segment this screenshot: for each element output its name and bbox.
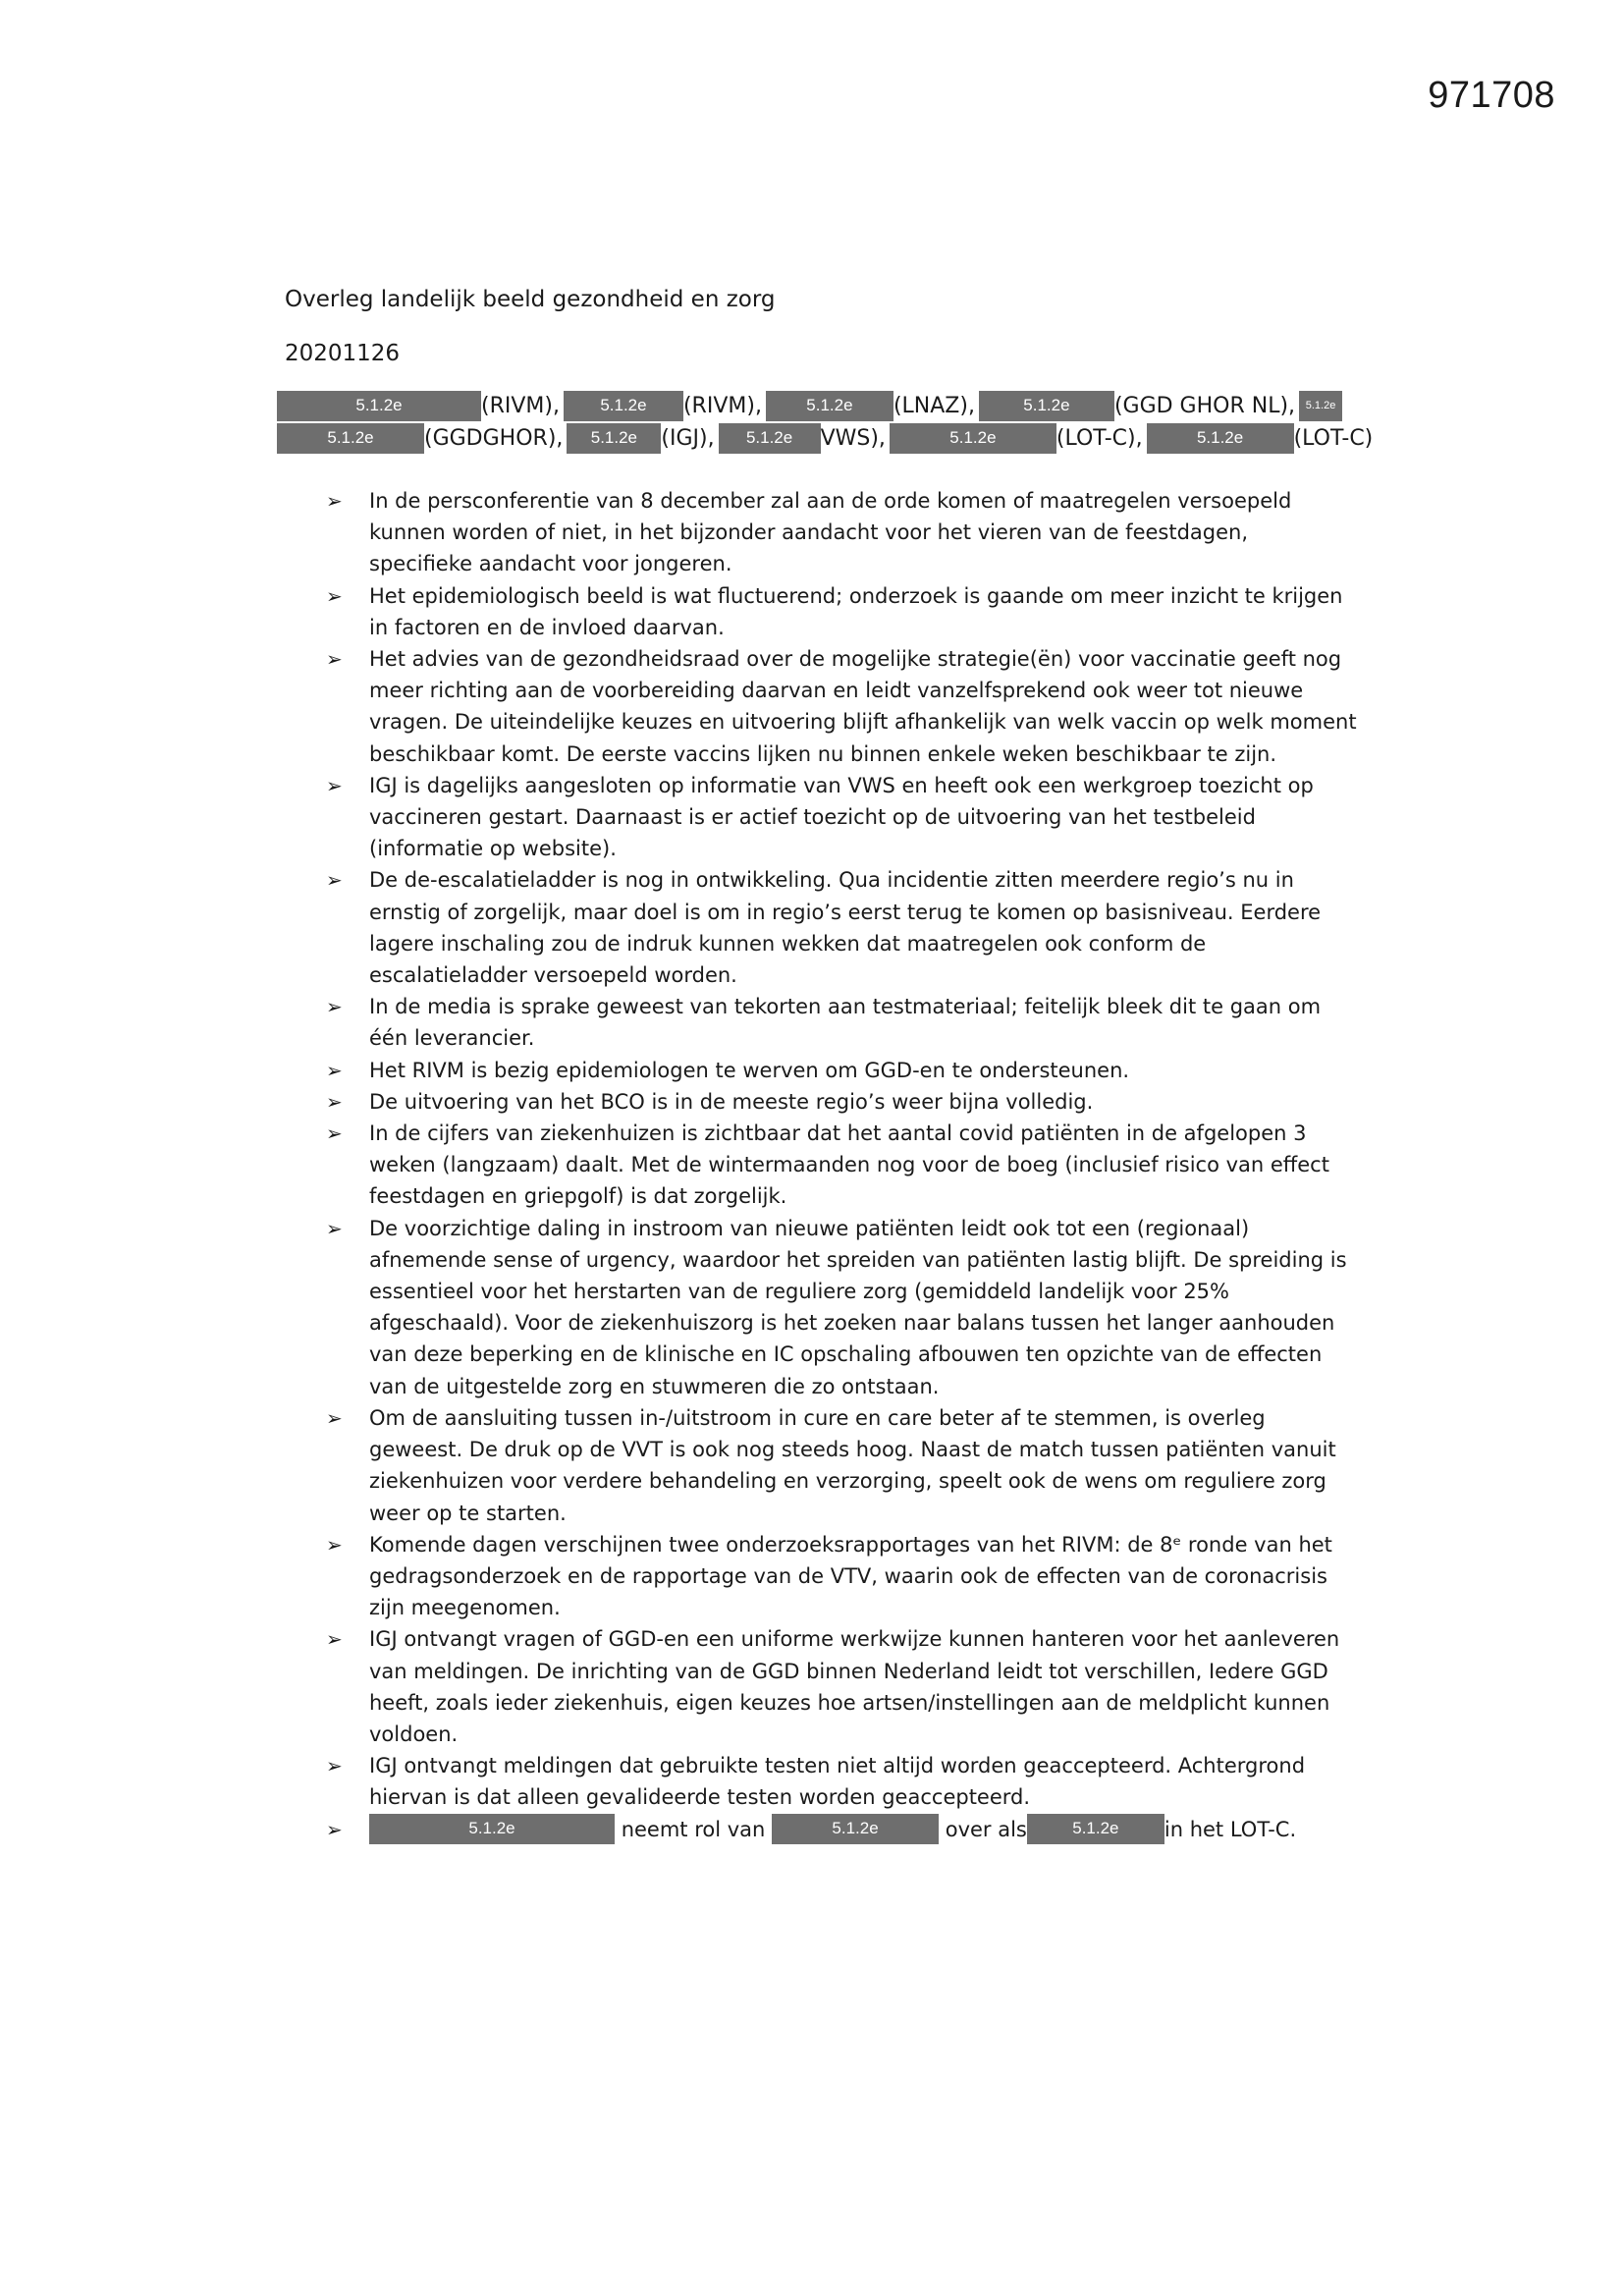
bullet-text: Het epidemiologisch beeld is wat fluctuerend; onderzoek is gaande om meer inzicht te krijgen in factoren en de invloed daarvan. [369, 583, 1343, 639]
bullet-text: over als [945, 1817, 1027, 1841]
bullet-text: IGJ ontvangt meldingen dat gebruikte testen niet altijd worden geaccepteerd. Achtergrond hiervan is dat alleen gevalideerde testen worden geaccepteerd. [369, 1754, 1306, 1810]
list-item [326, 1118, 1357, 1213]
bullet-text: IGJ is dagelijks aangesloten op informatie van VWS en heeft ook een werkgroep toezicht op vaccineren gestart. Daarnaast is er actief toezicht op de uitvoering van het testbeleid (informatie op website). [369, 773, 1314, 861]
bullet-text: De uitvoering van het BCO is in de meeste regio’s weer bijna volledig. [369, 1089, 1094, 1114]
list-item [326, 1623, 1357, 1750]
redaction-block: 5.1.2e [890, 423, 1056, 454]
document-title: Overleg landelijk beeld gezondheid en zorg [285, 287, 776, 312]
redaction-block: 5.1.2e [277, 423, 424, 454]
list-item [326, 1814, 1357, 1845]
arrow-bullet-icon: ➢ [326, 1532, 343, 1557]
attendee-org: VWS), [820, 426, 886, 451]
arrow-bullet-icon: ➢ [326, 1089, 343, 1114]
list-item [326, 1086, 1357, 1118]
redaction-block: 5.1.2e [1299, 391, 1342, 421]
attendee-org: (GGD GHOR NL), [1113, 394, 1296, 418]
bullet-text: Komende dagen verschijnen twee onderzoeksrapportages van het RIVM: de 8ᵉ ronde van het gedragsonderzoek en de rapportage van de VTV, waarin ook de effecten van de coronacrisis zijn meegenomen. [369, 1532, 1332, 1620]
attendee-org: (RIVM), [481, 394, 560, 418]
list-item [326, 1055, 1357, 1086]
attendee-org: (LNAZ), [893, 394, 975, 418]
bullet-text: IGJ ontvangt vragen of GGD-en een uniforme werkwijze kunnen hanteren voor het aanleveren van meldingen. De inrichting van de GGD binnen Nederland leidt tot verschillen, Iedere GGD heeft, zoals ieder ziekenhuis, eigen keuzes hoe artsen/instellingen aan de meldplicht kunnen voldoen. [369, 1627, 1340, 1746]
arrow-bullet-icon: ➢ [326, 583, 343, 608]
redaction-block: 5.1.2e [719, 423, 821, 454]
bullet-text: in het LOT-C. [1164, 1817, 1297, 1841]
document-date: 20201126 [285, 341, 401, 366]
arrow-bullet-icon: ➢ [326, 868, 343, 893]
arrow-bullet-icon: ➢ [326, 1058, 343, 1082]
redaction-block: 5.1.2e [567, 423, 661, 454]
bullet-text: In de media is sprake geweest van tekorten aan testmateriaal; feitelijk bleek dit te gaan om één leverancier. [369, 995, 1322, 1051]
attendee-line-2 [277, 423, 1374, 456]
document-number: 971708 [1428, 75, 1555, 116]
arrow-bullet-icon: ➢ [326, 1121, 343, 1146]
list-item [326, 1402, 1357, 1529]
arrow-bullet-icon: ➢ [326, 995, 343, 1019]
attendee-list [277, 391, 1374, 456]
arrow-bullet-icon: ➢ [326, 647, 343, 672]
bullet-text: Het RIVM is bezig epidemiologen te werven om GGD-en te ondersteunen. [369, 1058, 1130, 1082]
attendee-org: (GGDGHOR), [424, 426, 564, 451]
redaction-block: 5.1.2e [979, 391, 1114, 421]
list-item [326, 580, 1357, 643]
arrow-bullet-icon: ➢ [326, 1817, 343, 1841]
list-item [326, 643, 1357, 770]
bullet-text: Het advies van de gezondheidsraad over de mogelijke strategie(ën) voor vaccinatie geeft nog meer richting aan de voorbereiding daarvan en leidt vanzelfsprekend ook weer tot nieuwe vragen. De uiteindelijke keuzes en uitvoering blijft afhankelijk van welk vaccin op welk moment beschikbaar komt. De eerste vaccins lijken nu binnen enkele weken beschikbaar te zijn. [369, 647, 1357, 766]
list-item [326, 864, 1357, 991]
list-item [326, 485, 1357, 580]
list-item [326, 1750, 1357, 1813]
bullet-text: Om de aansluiting tussen in-/uitstroom in cure en care beter af te stemmen, is overleg geweest. De druk op de VVT is ook nog steeds hoog. Naast de match tussen patiënten vanuit ziekenhuizen voor verdere behandeling en verzorging, speelt ook de wens om reguliere zorg weer op te starten. [369, 1405, 1336, 1525]
attendee-org: (IGJ), [661, 426, 715, 451]
redaction-block: 5.1.2e [766, 391, 893, 421]
redaction-block: 5.1.2e [772, 1814, 939, 1844]
attendee-org: (LOT-C), [1056, 426, 1143, 451]
redaction-block: 5.1.2e [1147, 423, 1294, 454]
bullet-text: neemt rol van [621, 1817, 766, 1841]
bullet-text: De voorzichtige daling in instroom van nieuwe patiënten leidt ook tot een (regionaal) afnemende sense of urgency, waardoor het spreiden van patiënten lastig blijft. De spreiding is essentieel voor het herstarten van de reguliere zorg (gemiddeld landelijk voor 25% afgeschaald). Voor de ziekenhuiszorg is het zoeken naar balans tussen het langer aanhouden van deze beperking en de klinische en IC opschaling afbouwen ten opzichte van de effecten van de uitgestelde zorg en stuwmeren die zo ontstaan. [369, 1216, 1347, 1398]
arrow-bullet-icon: ➢ [326, 1405, 343, 1430]
redaction-block: 5.1.2e [277, 391, 481, 421]
bullet-text: De de-escalatieladder is nog in ontwikkeling. Qua incidentie zitten meerdere regio’s nu in ernstig of zorgelijk, maar doel is om in regio’s eerst terug te komen op basisniveau. Eerdere lagere inschaling zou de indruk kunnen wekken dat maatregelen ook conform de escalatieladder versoepeld worden. [369, 868, 1322, 988]
list-item [326, 1213, 1357, 1402]
redaction-block: 5.1.2e [564, 391, 683, 421]
attendee-line-1 [277, 391, 1357, 423]
arrow-bullet-icon: ➢ [326, 773, 343, 797]
arrow-bullet-icon: ➢ [326, 489, 343, 513]
redaction-block: 5.1.2e [369, 1814, 615, 1844]
arrow-bullet-icon: ➢ [326, 1216, 343, 1240]
bullet-text: In de cijfers van ziekenhuizen is zichtbaar dat het aantal covid patiënten in de afgelopen 3 weken (langzaam) daalt. Met de wintermaanden nog voor de boeg (inclusief risico van effect feestdagen en griepgolf) is dat zorgelijk. [369, 1121, 1329, 1209]
bullet-list [326, 485, 1357, 1845]
attendee-org: (RIVM), [682, 394, 762, 418]
list-item [326, 770, 1357, 865]
bullet-text: In de persconferentie van 8 december zal aan de orde komen of maatregelen versoepeld kunnen worden of niet, in het bijzonder aandacht voor het vieren van de feestdagen, specifieke aandacht voor jongeren. [369, 489, 1292, 576]
list-item [326, 991, 1357, 1054]
redaction-block: 5.1.2e [1027, 1814, 1164, 1844]
list-item [326, 1529, 1357, 1624]
attendee-org: (LOT-C) [1293, 426, 1374, 451]
arrow-bullet-icon: ➢ [326, 1627, 343, 1652]
arrow-bullet-icon: ➢ [326, 1754, 343, 1778]
